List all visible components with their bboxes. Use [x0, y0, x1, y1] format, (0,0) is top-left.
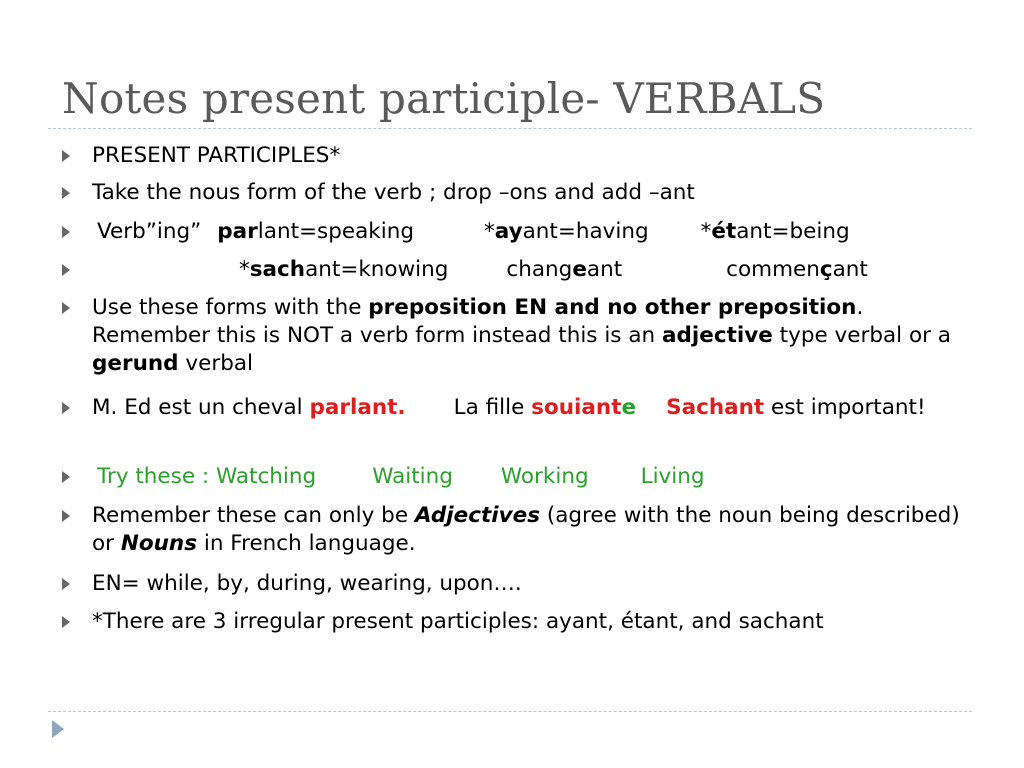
try-watching: Try these : Watching — [97, 464, 317, 489]
e-green: e — [621, 395, 637, 420]
adjectives-word: Adjectives — [414, 503, 540, 528]
play-triangle-icon[interactable] — [52, 720, 64, 738]
sachant-star: * — [239, 257, 250, 282]
souiant-red: souiant — [531, 395, 622, 420]
commencant-post: ant — [832, 257, 868, 282]
etant-stem: ét — [711, 219, 737, 244]
etant-star: * — [700, 219, 712, 244]
living: Living — [640, 464, 705, 489]
b8-part: in French language. — [197, 531, 416, 556]
bullet-3-line — [97, 218, 850, 246]
triangle-bullet-icon — [62, 471, 70, 483]
changeant-e: e — [572, 257, 587, 282]
bullet-3-prefix: Verb”ing” — [97, 219, 202, 244]
sachant-rest: ant=knowing — [305, 257, 449, 282]
changeant-pre: chang — [506, 257, 573, 282]
sachant-red: Sachant — [666, 395, 765, 420]
parlant-red: parlant. — [309, 395, 406, 420]
ayant-rest: ant=having — [522, 219, 649, 244]
triangle-bullet-icon — [62, 264, 70, 276]
bullet-7-line — [97, 463, 705, 491]
bottom-divider — [48, 711, 972, 712]
bullet-10-text: *There are 3 irregular present participles: ayant, étant, and sachant — [92, 609, 824, 634]
commencant-pre: commen — [726, 257, 820, 282]
etant-rest: ant=being — [736, 219, 850, 244]
b6-part: M. Ed est un cheval — [92, 395, 310, 420]
b6-part: est important! — [764, 395, 926, 420]
ayant-star: * — [483, 219, 495, 244]
changeant-post: ant — [586, 257, 623, 282]
adjective-word: adjective — [661, 323, 773, 348]
bullet-2-text: Take the nous form of the verb ; drop –ons and add –ant — [92, 180, 695, 205]
triangle-bullet-icon — [62, 150, 70, 162]
b5-part: verbal — [178, 351, 253, 376]
bullet-9-text: EN= while, by, during, wearing, upon…. — [92, 571, 522, 596]
triangle-bullet-icon — [62, 226, 70, 238]
commencant-c: ç — [819, 257, 833, 282]
gerund-word: gerund — [92, 351, 179, 376]
triangle-bullet-icon — [62, 402, 70, 414]
working: Working — [500, 464, 589, 489]
parlant-rest: lant=speaking — [257, 219, 414, 244]
ayant-stem: ay — [494, 219, 523, 244]
bullet-1-text: PRESENT PARTICIPLES* — [92, 143, 341, 168]
triangle-bullet-icon — [62, 302, 70, 314]
slide-title: Notes present participle- VERBALS — [62, 74, 826, 123]
preposition-en-phrase: preposition EN and no other preposition — [368, 295, 857, 320]
triangle-bullet-icon — [62, 187, 70, 199]
b5-part: type verbal or a — [772, 323, 951, 348]
b5-part: Use these forms with the — [92, 295, 369, 320]
sachant-stem: sach — [249, 257, 306, 282]
bullet-4-line — [239, 256, 868, 284]
triangle-bullet-icon — [62, 616, 70, 628]
parlant-stem: par — [217, 219, 258, 244]
b8-part: (agree with the noun being described) or — [92, 503, 960, 556]
triangle-bullet-icon — [62, 510, 70, 522]
bullet-5-text — [92, 294, 968, 378]
triangle-bullet-icon — [62, 578, 70, 590]
nouns-word: Nouns — [120, 531, 198, 556]
b5-part: . Remember this is NOT a verb form instead this is an — [92, 295, 864, 348]
top-divider — [48, 128, 972, 129]
bullet-8-text — [92, 502, 968, 558]
b8-part: Remember these can only be — [92, 503, 415, 528]
b6-part: La fille — [453, 395, 532, 420]
waiting: Waiting — [372, 464, 453, 489]
bullet-6-text — [92, 394, 968, 422]
